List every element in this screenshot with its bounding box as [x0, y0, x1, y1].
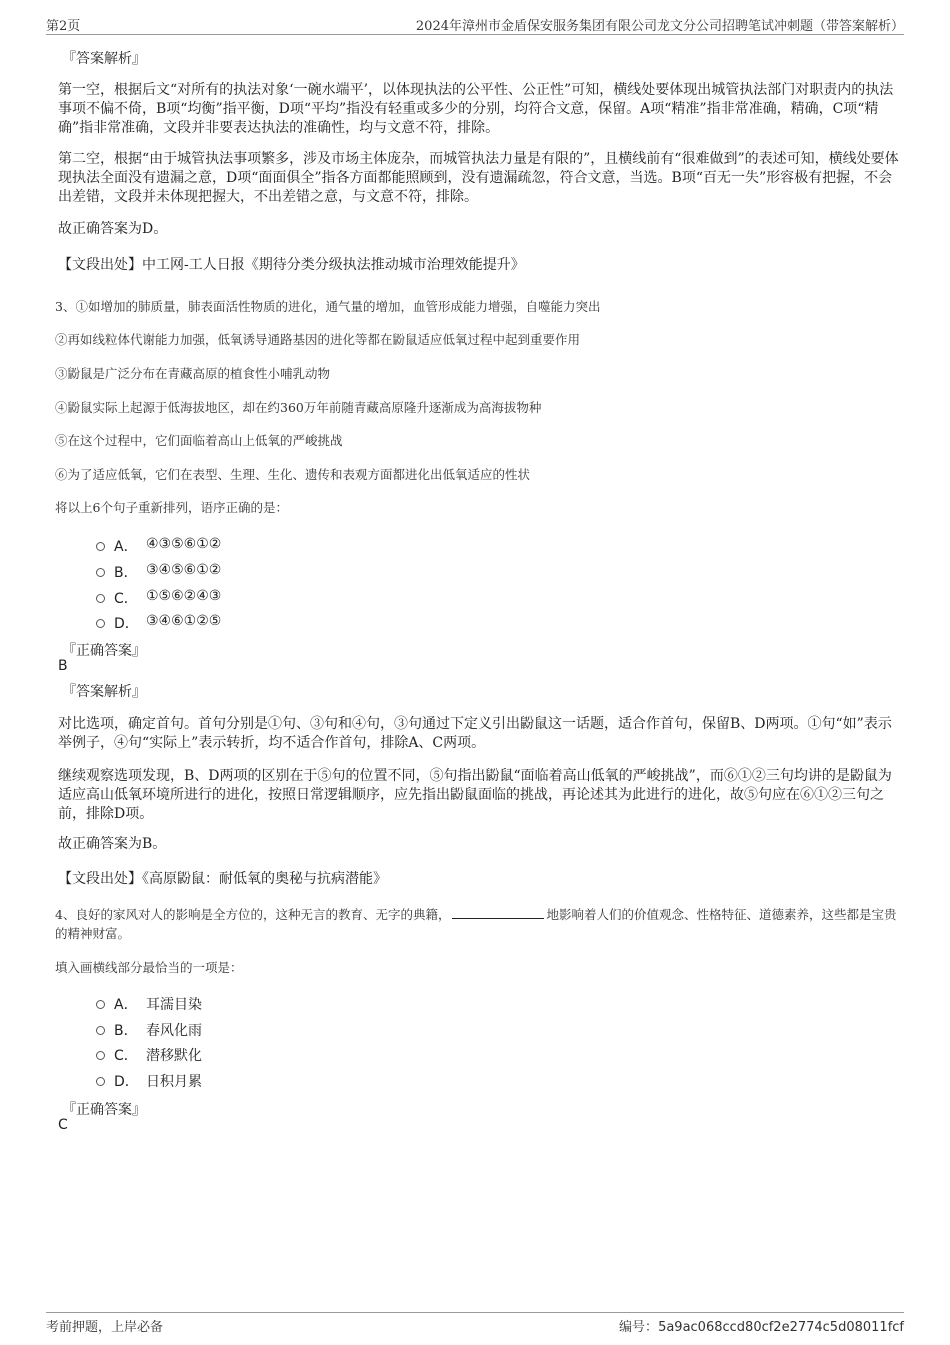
page-footer [46, 1312, 904, 1335]
conclusion: 故正确答案为D。 [58, 221, 168, 237]
conclusion: 故正确答案为B。 [58, 836, 167, 852]
question-sentence: ③鼢鼠是广泛分布在青藏高原的植食性小哺乳动物 [55, 366, 331, 381]
radio-button[interactable] [96, 594, 105, 603]
correct-answer: B [58, 658, 68, 674]
page-header [46, 12, 904, 35]
footer-slogan: 考前押题，上岸必备 [46, 1320, 164, 1335]
document-title: 2024年漳州市金盾保安服务集团有限公司龙文分公司招聘笔试冲刺题（带答案解析） [415, 19, 904, 34]
source-citation: 【文段出处】中工网-工人日报《期待分类分级执法推动城市治理效能提升》 [58, 257, 525, 273]
question-prompt: 将以上6个句子重新排列，语序正确的是： [55, 500, 288, 515]
radio-button[interactable] [96, 568, 105, 577]
radio-button[interactable] [96, 1000, 105, 1009]
radio-button[interactable] [96, 1051, 105, 1060]
analysis-label: 『答案解析』 [62, 51, 146, 67]
question-sentence: ⑤在这个过程中，它们面临着高山上低氧的严峻挑战 [55, 433, 343, 448]
radio-button[interactable] [96, 542, 105, 551]
source-citation: 【文段出处】《高原鼢鼠：耐低氧的奥秘与抗病潜能》 [58, 871, 387, 887]
analysis-paragraph: 继续观察选项发现，B、D两项的区别在于⑤句的位置不同，⑤句指出鼢鼠“面临着高山低氧的严峻挑战”，而⑥①②三句均讲的是鼢鼠为适应高山低氧环境所进行的进化，按照日常逻辑顺序，应先指出鼢鼠面临的挑战，再论述其为此进行的进化，故⑤句应在⑥①②三句之前，排除D项。 [58, 768, 892, 822]
radio-button[interactable] [96, 619, 105, 628]
question-sentence: ④鼢鼠实际上起源于低海拔地区，却在约360万年前随青藏高原隆升逐渐成为高海拔物种 [55, 400, 542, 415]
question-sentence: ②再如线粒体代谢能力加强，低氧诱导通路基因的进化等都在鼢鼠适应低氧过程中起到重要作用 [55, 332, 581, 347]
correct-answer: C [58, 1117, 68, 1133]
analysis-paragraph: 第二空，根据“由于城管执法事项繁多，涉及市场主体庞杂，而城管执法力量是有限的”，且横线前有“很难做到”的表述可知，横线处要体现执法全面没有遗漏之意，D项“面面俱全”指各方面都能照顾到，没有遗漏疏忽，符合文意，当选。B项“百无一失”形容极有把握，不会出差错，文段并未体现把握大，不出差错之意，与文意不符，排除。 [58, 151, 899, 205]
question-prompt: 填入画横线部分最恰当的一项是： [55, 960, 243, 975]
answer-label: 『正确答案』 [62, 1102, 146, 1118]
analysis-paragraph: 第一空，根据后文“对所有的执法对象‘一碗水端平’，以体现执法的公平性、公正性”可知，横线处要体现出城管执法部门对职责内的执法事项不偏不倚，B项“均衡”指平衡，D项“平均”指没有轻重或多少的分别，均符合文意，保留。A项“精准”指非常准确，精确，C项“精确”指非常准确，文段并非要表达执法的准确性，均与文意不符，排除。 [58, 82, 894, 136]
question-sentence: 3、①如增加的肺质量，肺表面活性物质的进化，通气量的增加，血管形成能力增强，自噬能力突出 [55, 299, 601, 314]
question-sentence: ⑥为了适应低氧，它们在表型、生理、生化、遗传和表观方面都进化出低氧适应的性状 [55, 467, 531, 482]
answer-label: 『正确答案』 [62, 643, 146, 659]
analysis-label: 『答案解析』 [62, 684, 146, 700]
radio-button[interactable] [96, 1077, 105, 1086]
question-stem: 4、良好的家风对人的影响是全方位的，这种无言的教育、无字的典籍， 地影响着人们的价值观念、性格特征、道德素养，这些都是宝贵的精神财富。 [55, 907, 897, 941]
document-code: 编号：5a9ac068ccd80cf2e2774c5d08011fcf [619, 1320, 904, 1335]
analysis-paragraph: 对比选项，确定首句。首句分别是①句、③句和④句，③句通过下定义引出鼢鼠这一话题，适合作首句，保留B、D两项。①句“如”表示举例子，④句“实际上”表示转折，均不适合作首句，排除A、C两项。 [58, 716, 892, 751]
page-number: 第2页 [46, 19, 81, 34]
fill-blank [452, 906, 544, 919]
radio-button[interactable] [96, 1026, 105, 1035]
